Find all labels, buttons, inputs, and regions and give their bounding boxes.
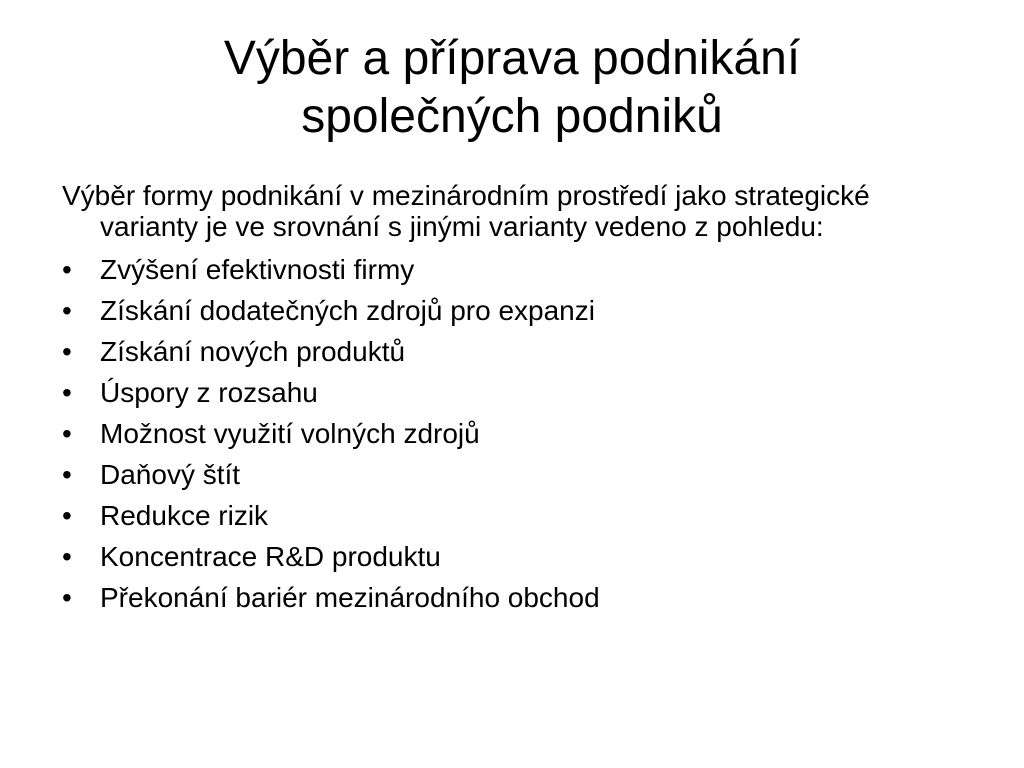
bullet-text: Koncentrace R&D produktu [100,541,441,572]
bullet-item [62,372,962,413]
bullet-marker: • [62,377,72,408]
bullet-list [62,249,962,618]
bullet-marker: • [62,336,72,367]
title-line-2: společných podniků [301,90,723,143]
title-line-1: Výběr a příprava podnikání [223,32,801,85]
bullet-item [62,495,962,536]
bullet-item [62,290,962,331]
bullet-marker: • [62,541,72,572]
bullet-marker: • [62,459,72,490]
bullet-marker: • [62,254,72,285]
bullet-marker: • [62,295,72,326]
intro-paragraph: Výběr formy podnikání v mezinárodním prostředí jako strategické varianty je ve srovnání s jinými varianty vedeno z pohledu: [62,180,870,242]
bullet-item [62,577,962,618]
bullet-item [62,331,962,372]
slide-body [62,180,962,618]
bullet-marker: • [62,418,72,449]
bullet-item [62,454,962,495]
bullet-text: Daňový štít [100,459,241,490]
bullet-marker: • [62,500,72,531]
bullet-item [62,249,962,290]
bullet-text: Možnost využití volných zdrojů [100,418,480,449]
bullet-text: Zvýšení efektivnosti firmy [100,254,415,285]
bullet-item [62,536,962,577]
bullet-marker: • [62,582,72,613]
bullet-item [62,413,962,454]
bullet-text: Získání nových produktů [100,336,406,367]
bullet-text: Překonání bariér mezinárodního obchod [100,582,600,613]
bullet-text: Získání dodatečných zdrojů pro expanzi [100,295,595,326]
slide-title [0,30,1024,146]
bullet-text: Redukce rizik [100,500,269,531]
bullet-text: Úspory z rozsahu [100,377,318,408]
